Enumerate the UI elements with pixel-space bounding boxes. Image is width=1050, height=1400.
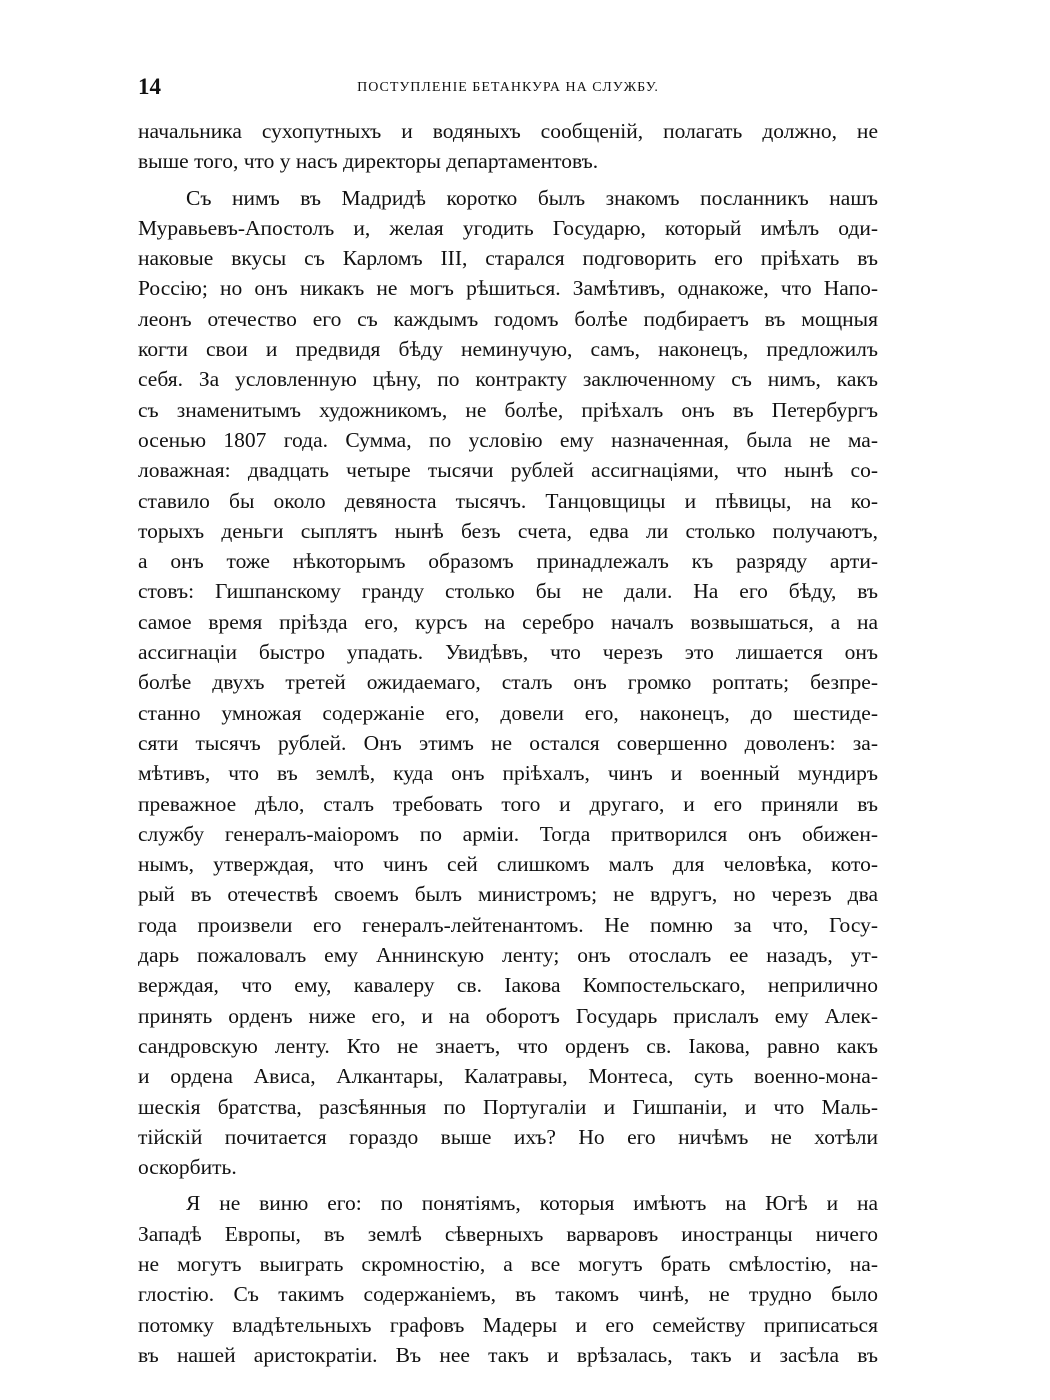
text-line: дарь пожаловалъ ему Аннинскую ленту; онъ отослалъ ее назадъ, ут- [138,943,878,968]
text-line: мѣтивъ, что въ землѣ, куда онъ пріѣхалъ, чинъ и военный мундиръ [138,761,878,786]
text-line: не могутъ выиграть скромностію, а все могутъ брать смѣлостію, на- [138,1251,878,1276]
running-head: ПОСТУПЛЕНІЕ БЕТАНКУРА НА СЛУЖБУ. [357,80,659,95]
text-line: станно умножая содержаніе его, довели его, наконецъ, до шестиде- [138,700,878,725]
text-line: верждая, что ему, кавалеру св. Іакова Компостельскаго, неприлично [138,973,878,998]
text-line: рый въ отечествѣ своемъ былъ министромъ; не вдругъ, но черезъ два [138,882,878,907]
text-line: а онъ тоже нѣкоторымъ образомъ принадлежалъ къ разряду арти- [138,549,878,574]
text-line: Съ нимъ въ Мадридѣ коротко былъ знакомъ посланникъ нашъ [186,185,878,210]
text-line: сандровскую ленту. Кто не знаетъ, что орденъ св. Іакова, равно какъ [138,1033,878,1058]
paragraph [138,183,878,1183]
text-line: когти свои и предвидя бѣду неминучую, самъ, наконецъ, предложилъ [138,337,878,362]
text-line: болѣе двухъ третей ожидаемаго, сталъ онъ громко роптать; безпре- [138,670,878,695]
paragraph [138,1188,878,1370]
text-line: ловажная: двадцать четыре тысячи рублей ассигнаціями, что нынѣ со- [138,458,878,483]
text-line: потомку владѣтельныхъ графовъ Мадеры и его семейству приписаться [138,1312,878,1337]
text-line: съ знаменитымъ художникомъ, не болѣе, пріѣхалъ онъ въ Петербургъ [138,397,878,422]
text-line: принять орденъ ниже его, и на оборотъ Государь прислалъ ему Алек- [138,1003,878,1028]
text-line: торыхъ деньги сыплятъ нынѣ безъ счета, едва ли столько получаютъ, [138,518,878,543]
text-line: наковые вкусы съ Карломъ III, старался подговорить его пріѣхать въ [138,246,878,271]
page-header [138,72,878,106]
text-line: Я не виню его: по понятіямъ, которыя имѣютъ на Югѣ и на [186,1191,878,1216]
text-line: осенью 1807 года. Сумма, по условію ему назначенная, была не ма- [138,427,878,452]
text-line: нымъ, утверждая, что чинъ сей слишкомъ малъ для человѣка, кото- [138,852,878,877]
text-line: и ордена Ависа, Алкантары, Калатравы, Монтеса, суть военно-мона- [138,1064,878,1089]
text-line: тійскій почитается гораздо выше ихъ? Но его ничѣмъ не хотѣли [138,1124,878,1149]
text-line: службу генералъ-маіоромъ по арміи. Тогда притворился онъ обижен- [138,821,878,846]
text-line: ассигнаціи быстро упадать. Увидѣвъ, что черезъ это лишается онъ [138,640,878,665]
text-line: Муравьевъ-Апостолъ и, желая угодить Государю, который имѣлъ оди- [138,215,878,240]
text-line: глостію. Съ такимъ содержаніемъ, въ такомъ чинѣ, не трудно было [138,1282,878,1307]
text-line: Западѣ Европы, въ землѣ сѣверныхъ варваровъ иностранцы ничего [138,1221,878,1246]
text-line: ставило бы около девяноста тысячъ. Танцовщицы и пѣвицы, на ко- [138,488,878,513]
paragraph [138,116,878,177]
page-number: 14 [138,74,161,99]
text-line: выше того, что у насъ директоры департаментовъ. [138,149,599,174]
text-line: Россію; но онъ никакъ не могъ рѣшиться. Замѣтивъ, однакоже, что Напо- [138,276,878,301]
text-line: сяти тысячъ рублей. Онъ этимъ не остался совершенно доволенъ: за- [138,730,878,755]
text-line: преважное дѣло, сталъ требовать того и другаго, и его приняли въ [138,791,878,816]
text-line: начальника сухопутныхъ и водяныхъ сообщеній, полагать должно, не [138,119,878,143]
text-line: леонъ отечество его съ каждымъ годомъ болѣе подбираетъ въ мощныя [138,306,878,331]
text-line: года произвели его генералъ-лейтенантомъ. Не помню за что, Госу- [138,912,878,937]
text-line: шескія братства, разсѣянныя по Португаліи и Гишпаніи, и что Маль- [138,1094,878,1119]
text-line: самое время пріѣзда его, курсъ на серебро началъ возвышаться, а на [138,609,878,634]
text-line: себя. За условленную цѣну, по контракту заключенному съ нимъ, какъ [138,367,878,392]
text-body [138,116,878,1376]
text-line: стовъ: Гишпанскому гранду столько бы не дали. На его бѣду, въ [138,579,878,604]
text-line: въ нашей аристократіи. Въ нее такъ и врѣзалась, такъ и засѣла въ [138,1342,878,1367]
text-line: оскорбить. [138,1155,237,1180]
